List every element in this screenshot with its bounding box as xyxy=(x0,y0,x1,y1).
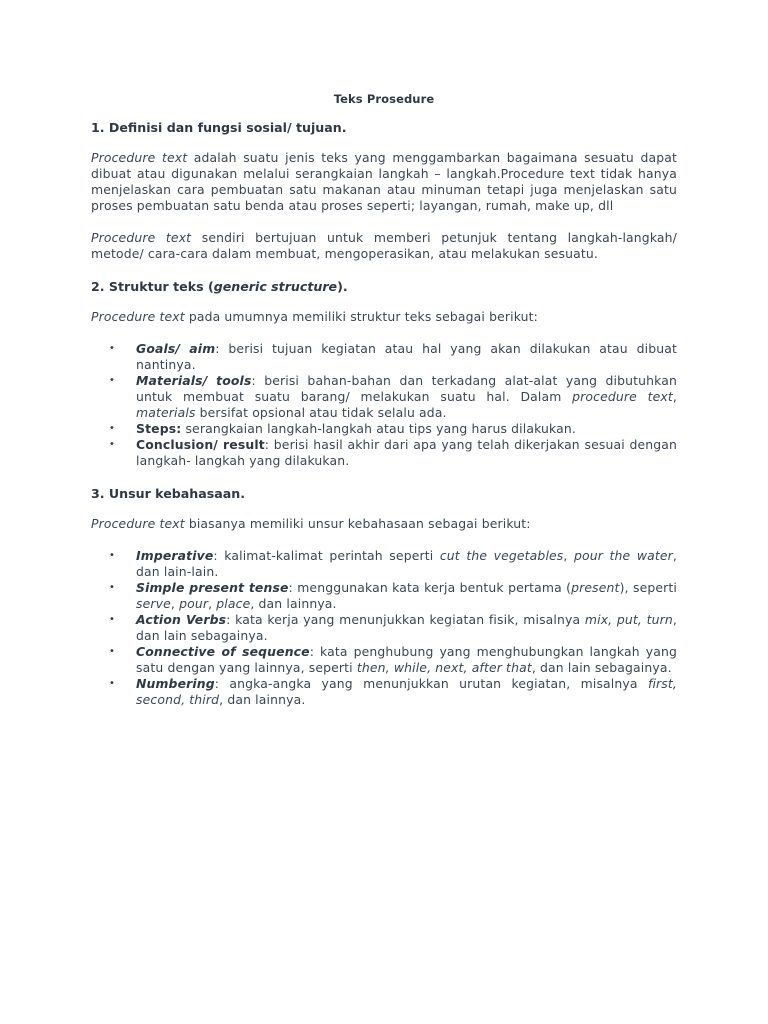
bullet-icon: • xyxy=(109,375,116,386)
bullet-icon: • xyxy=(109,439,116,450)
bullet-icon: • xyxy=(109,423,116,434)
list-term: Connective of sequence xyxy=(136,644,310,659)
paragraph-text: pada umumnya memiliki struktur teks sebagai berikut: xyxy=(184,309,539,324)
list-text: : kalimat-kalimat perintah seperti xyxy=(213,548,440,563)
section-1-paragraph-2 xyxy=(91,230,677,262)
bullet-icon: • xyxy=(109,678,116,689)
heading-italic-text: generic structure xyxy=(213,279,338,294)
list-term: Numbering xyxy=(136,676,215,691)
list-italic-text: present xyxy=(571,580,620,595)
list-term: Simple present tense xyxy=(136,580,289,595)
list-item-action-verbs xyxy=(109,612,678,644)
list-text: : angka-angka yang menunjukkan urutan kegiatan, misalnya xyxy=(214,676,648,691)
bullet-icon: • xyxy=(109,646,116,657)
list-term: Conclusion/ result xyxy=(136,437,265,452)
structure-list xyxy=(91,341,677,469)
list-text: : berisi hasil akhir dari apa yang telah dikerjakan sesuai dengan langkah- langkah yang dilakukan. xyxy=(136,437,678,468)
list-italic-text: pour the water xyxy=(574,548,673,563)
list-term: Steps: xyxy=(136,421,182,436)
language-features-list xyxy=(91,548,677,708)
bullet-icon: • xyxy=(109,614,116,625)
section-1-heading: 1. Definisi dan fungsi sosial/ tujuan. xyxy=(91,120,347,135)
list-text: , dan lainnya. xyxy=(219,692,306,707)
list-text: : berisi tujuan kegiatan atau hal yang akan dilakukan atau dibuat nantinya. xyxy=(136,341,677,372)
list-text: serangkaian langkah-langkah atau tips yang harus dilakukan. xyxy=(181,421,576,436)
section-1-paragraph-1 xyxy=(91,150,677,214)
list-item-conclusion xyxy=(109,437,678,469)
bullet-icon: • xyxy=(109,582,116,593)
bullet-icon: • xyxy=(109,343,116,354)
section-3-heading: 3. Unsur kebahasaan. xyxy=(91,486,245,501)
list-text: : kata kerja yang menunjukkan kegiatan fisik, misalnya xyxy=(226,612,585,627)
list-italic-text: cut the vegetables xyxy=(439,548,564,563)
list-text: , xyxy=(563,548,575,563)
list-italic-text: mix, put, turn xyxy=(584,612,673,627)
list-italic-text: serve xyxy=(136,596,171,611)
term-procedure-text: Procedure text xyxy=(91,309,185,324)
list-text: , xyxy=(672,389,677,404)
list-text: , dan lain sebagainya. xyxy=(136,612,678,643)
section-2-intro xyxy=(91,309,677,325)
paragraph-text: biasanya memiliki unsur kebahasaan sebagai berikut: xyxy=(184,516,531,531)
term-procedure-text: Procedure text xyxy=(91,230,192,245)
list-italic-text: first, second, third xyxy=(136,676,677,707)
list-item-numbering xyxy=(109,676,677,708)
section-3-intro xyxy=(91,516,677,532)
list-italic-text: pour xyxy=(179,596,209,611)
bullet-icon: • xyxy=(109,550,116,561)
heading-text: 2. Struktur teks ( xyxy=(91,279,214,294)
list-term: Imperative xyxy=(136,548,214,563)
list-item-steps xyxy=(109,421,677,437)
page-title: Teks Prosedure xyxy=(333,92,435,106)
list-item-connective xyxy=(109,644,677,676)
term-procedure-text: Procedure text xyxy=(91,516,185,531)
list-item-imperative xyxy=(109,548,677,580)
list-item-materials xyxy=(109,373,677,421)
list-italic-text: then, while, next, after that xyxy=(356,660,532,675)
list-text: ), seperti xyxy=(619,580,677,595)
list-text: , xyxy=(208,596,217,611)
list-text: bersifat opsional atau tidak selalu ada. xyxy=(195,405,447,420)
list-text: , xyxy=(170,596,180,611)
list-text: , dan lainnya. xyxy=(250,596,337,611)
list-italic-text: procedure text xyxy=(572,389,673,404)
list-text: : menggunakan kata kerja bentuk pertama ( xyxy=(288,580,572,595)
list-text: : kata penghubung yang menghubungkan langkah yang satu dengan yang lainnya, seperti xyxy=(136,644,677,675)
list-item-simple-present xyxy=(109,580,677,612)
term-procedure-text: Procedure text xyxy=(91,150,188,165)
list-term: Action Verbs xyxy=(136,612,227,627)
list-italic-text: materials xyxy=(136,405,196,420)
list-text: , dan lain sebagainya. xyxy=(531,660,672,675)
list-text: : berisi bahan-bahan dan terkadang alat-alat yang dibutuhkan untuk membuat suatu barang/ melakukan suatu hal. Dalam xyxy=(136,373,677,404)
list-term: Materials/ tools xyxy=(136,373,252,388)
heading-text: ). xyxy=(337,279,348,294)
paragraph-text: sendiri bertujuan untuk memberi petunjuk tentang langkah-langkah/ metode/ cara-cara dalam membuat, mengoperasikan, atau melakukan sesuatu. xyxy=(91,230,677,261)
document-content xyxy=(91,92,677,708)
list-italic-text: place xyxy=(216,596,251,611)
section-2-heading xyxy=(91,278,677,295)
list-item-goals xyxy=(109,341,677,373)
paragraph-text: adalah suatu jenis teks yang menggambarkan bagaimana sesuatu dapat dibuat atau digunakan melalui serangkaian langkah – langkah.Procedure text tidak hanya menjelaskan cara pembuatan satu makanan atau minuman tetapi juga menjelaskan satu proses pembuatan satu benda atau proses seperti; layangan, rumah, make up, dll xyxy=(91,150,678,213)
list-term: Goals/ aim xyxy=(136,341,216,356)
list-text: , dan lain-lain. xyxy=(136,548,677,579)
